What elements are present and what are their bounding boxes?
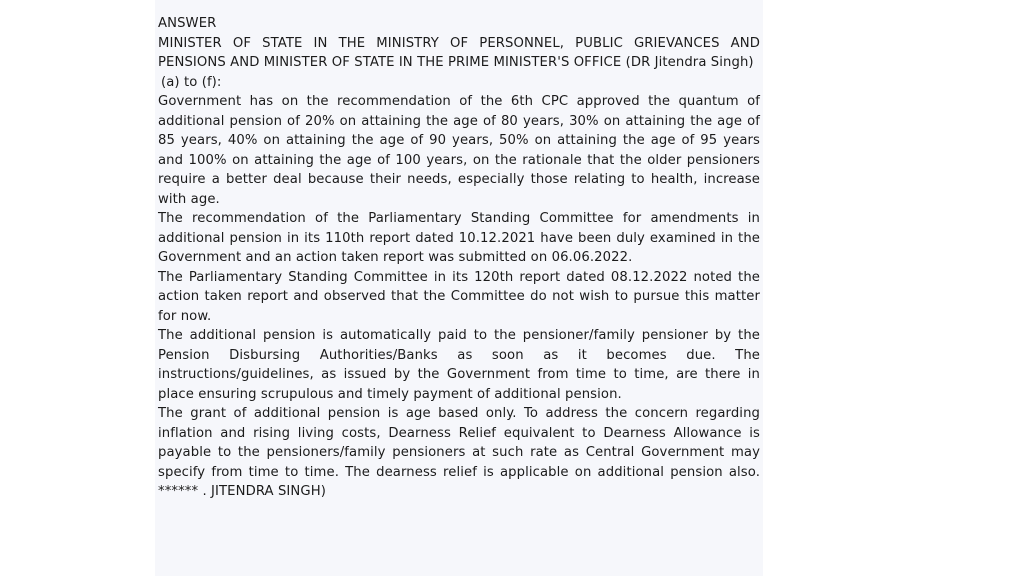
document-panel (155, 0, 763, 576)
minister-line: MINISTER OF STATE IN THE MINISTRY OF PERSONNEL, PUBLIC GRIEVANCES AND PENSIONS AND MINISTER OF STATE IN THE PRIME MINISTER'S OFFICE (DR Jitendra Singh) (158, 35, 760, 70)
answer-text (158, 14, 760, 502)
answer-paragraph: The grant of additional pension is age based only. To address the concern regarding inflation and rising living costs, Dearness Relief equivalent to Dearness Allowance is payable to the pensioners/family pensioners at such rate as Central Government may specify from time to time. The dearness relief is applicable on additional pension also. ****** . JITENDRA SINGH) (158, 406, 760, 499)
answer-paragraph: Government has on the recommendation of the 6th CPC approved the quantum of additional pension of 20% on attaining the age of 80 years, 30% on attaining the age of 85 years, 40% on attaining the age of 90 years, 50% on attaining the age of 95 years and 100% on attaining the age of 100 years, on the rationale that the older pensioners require a better deal because their needs, especially those relating to health, increase with age. (158, 94, 760, 207)
answer-paragraph: The Parliamentary Standing Committee in its 120th report dated 08.12.2022 noted the action taken report and observed that the Committee do not wish to pursue this matter for now. (158, 269, 760, 324)
answer-paragraph: The recommendation of the Parliamentary Standing Committee for amendments in additional pension in its 110th report dated 10.12.2021 have been duly examined in the Government and an action taken report was submitted on 06.06.2022. (158, 211, 760, 265)
answer-paragraph: The additional pension is automatically paid to the pensioner/family pensioner by the Pension Disbursing Authorities/Banks as soon as it becomes due. The instructions/guidelines, as issued by the Government from time to time, are there in place ensuring scrupulous and timely payment of additional pension. (158, 328, 760, 402)
parts-label: (a) to (f): (161, 74, 222, 90)
answer-heading: ANSWER (158, 16, 217, 31)
